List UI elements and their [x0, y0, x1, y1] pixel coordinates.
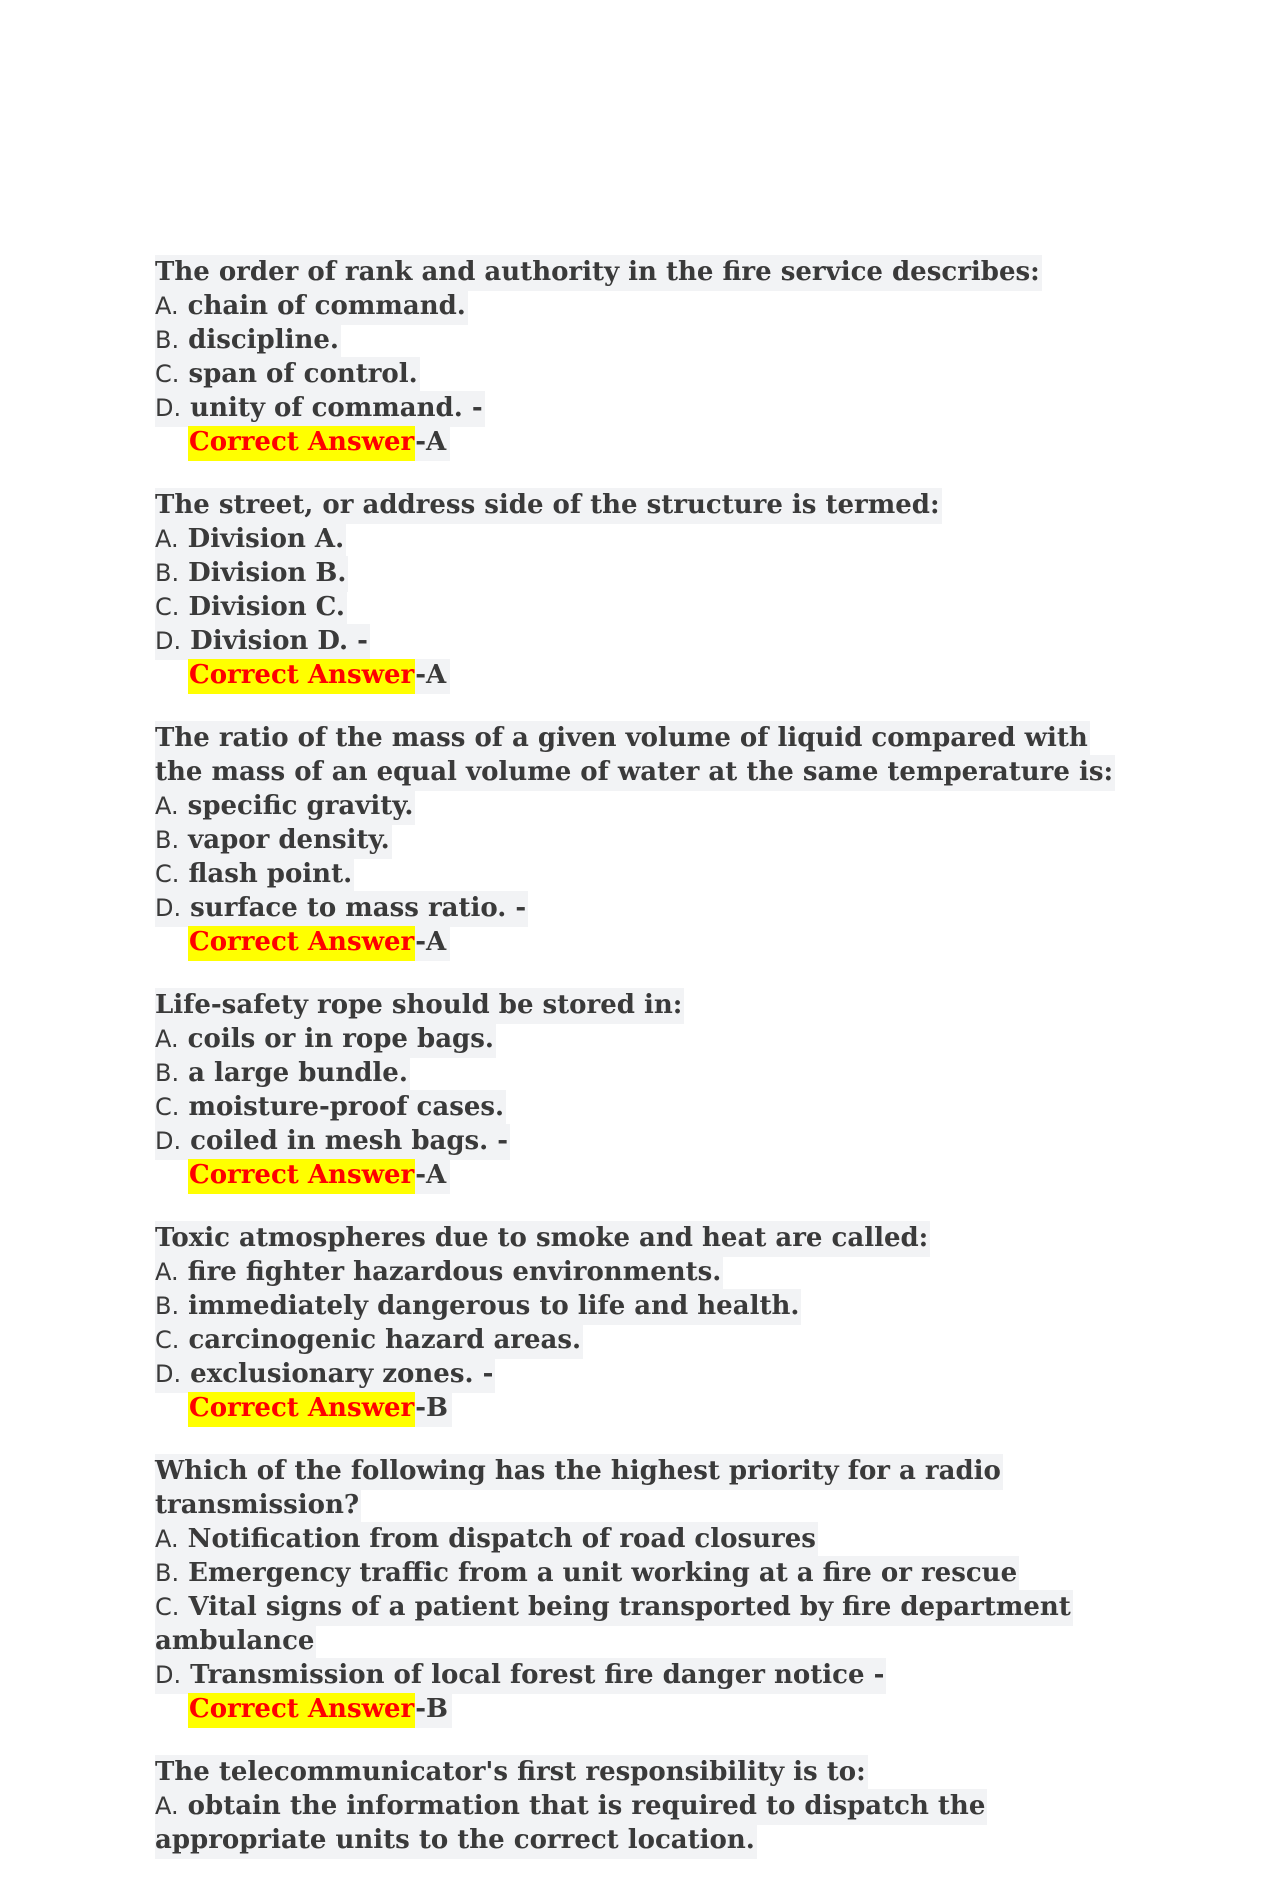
correct-answer [155, 1692, 1135, 1726]
option-d: D. Transmission of local forest fire danger notice - [155, 1658, 1135, 1692]
option-b: B. Emergency traffic from a unit working at a fire or rescue [155, 1556, 1135, 1590]
question-text: The telecommunicator's first responsibility is to: [155, 1755, 1135, 1789]
option-d: D. unity of command. - [155, 391, 1135, 425]
question-block [155, 1221, 1135, 1425]
question-text: Which of the following has the highest priority for a radio transmission? [155, 1454, 1135, 1522]
question-text: The street, or address side of the structure is termed: [155, 488, 1135, 522]
correct-answer-value: -A [415, 926, 450, 961]
option-a: A. chain of command. [155, 289, 1135, 323]
correct-answer [155, 925, 1135, 959]
correct-answer-value: -A [415, 659, 450, 694]
correct-answer-value: -A [415, 426, 450, 461]
option-d: D. exclusionary zones. - [155, 1357, 1135, 1391]
document-page [155, 255, 1135, 1886]
correct-answer [155, 1158, 1135, 1192]
correct-answer-label: Correct Answer [188, 1392, 415, 1427]
question-block [155, 721, 1135, 959]
option-a: A. obtain the information that is required to dispatch the appropriate units to the correct location. [155, 1789, 1135, 1857]
option-c: C. moisture-proof cases. [155, 1090, 1135, 1124]
option-a: A. fire fighter hazardous environments. [155, 1255, 1135, 1289]
correct-answer-value: -A [415, 1159, 450, 1194]
question-text: The order of rank and authority in the fire service describes: [155, 255, 1135, 289]
question-text: Life-safety rope should be stored in: [155, 988, 1135, 1022]
option-c: C. Vital signs of a patient being transported by fire department ambulance [155, 1590, 1135, 1658]
correct-answer-label: Correct Answer [188, 659, 415, 694]
option-c: C. span of control. [155, 357, 1135, 391]
option-a: A. Division A. [155, 522, 1135, 556]
option-a: A. coils or in rope bags. [155, 1022, 1135, 1056]
question-block [155, 988, 1135, 1192]
correct-answer-value: -B [415, 1693, 452, 1728]
correct-answer [155, 1391, 1135, 1425]
option-b: B. a large bundle. [155, 1056, 1135, 1090]
question-block [155, 1755, 1135, 1857]
question-block [155, 255, 1135, 459]
correct-answer-label: Correct Answer [188, 926, 415, 961]
option-a: A. Notification from dispatch of road closures [155, 1522, 1135, 1556]
option-b: B. discipline. [155, 323, 1135, 357]
correct-answer-label: Correct Answer [188, 426, 415, 461]
correct-answer-label: Correct Answer [188, 1159, 415, 1194]
option-c: C. Division C. [155, 590, 1135, 624]
option-b: B. immediately dangerous to life and health. [155, 1289, 1135, 1323]
correct-answer-label: Correct Answer [188, 1693, 415, 1728]
option-d: D. surface to mass ratio. - [155, 891, 1135, 925]
option-b: B. Division B. [155, 556, 1135, 590]
question-block [155, 488, 1135, 692]
correct-answer [155, 658, 1135, 692]
question-text: The ratio of the mass of a given volume of liquid compared with the mass of an equal volume of water at the same temperature is: [155, 721, 1135, 789]
option-d: D. coiled in mesh bags. - [155, 1124, 1135, 1158]
option-d: D. Division D. - [155, 624, 1135, 658]
option-c: C. carcinogenic hazard areas. [155, 1323, 1135, 1357]
option-c: C. flash point. [155, 857, 1135, 891]
option-a: A. specific gravity. [155, 789, 1135, 823]
question-block [155, 1454, 1135, 1726]
correct-answer [155, 425, 1135, 459]
option-b: B. vapor density. [155, 823, 1135, 857]
question-text: Toxic atmospheres due to smoke and heat are called: [155, 1221, 1135, 1255]
correct-answer-value: -B [415, 1392, 452, 1427]
